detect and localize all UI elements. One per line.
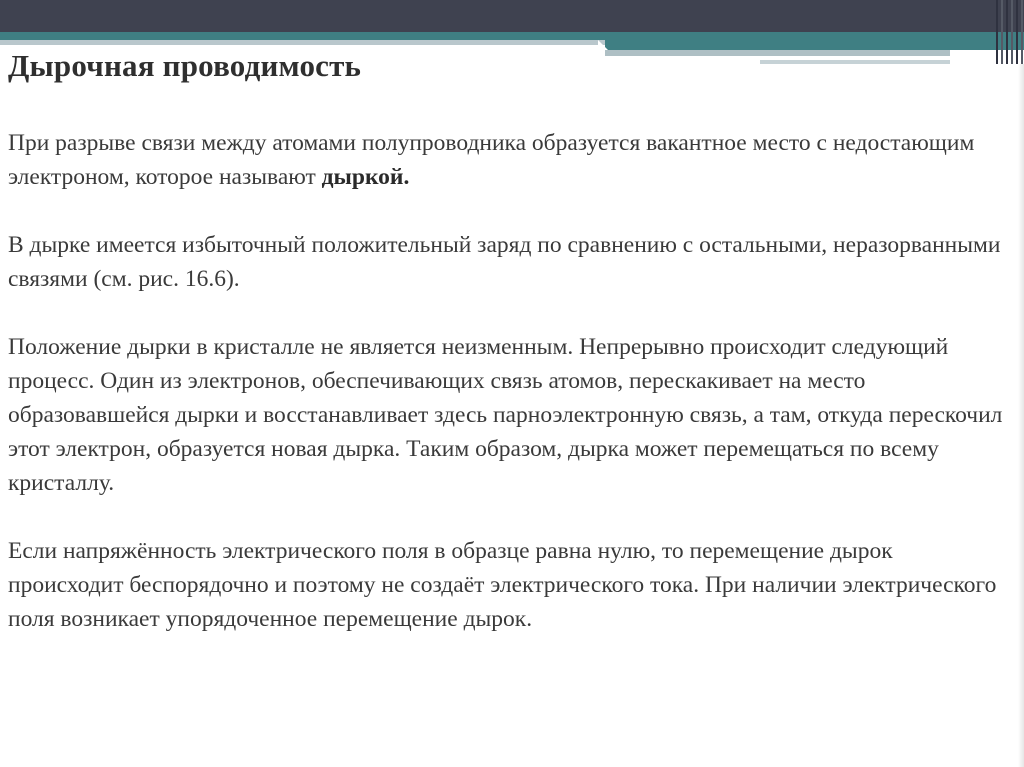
- paragraph: Положение дырки в кристалле не является неизменным. Непрерывно происходит следующий процесс. Один из электронов, обеспечивающих связь атомов, перескакивает на место образовавшейся дырки и восстанавливает здесь парноэлектронную связь, а там, откуда перескочил этот электрон, образуется новая дырка. Таким образом, дырка может перемещаться по всему кристаллу.: [8, 334, 1003, 496]
- decorative-line: [1011, 0, 1013, 64]
- term-highlight: дыркой.: [321, 164, 410, 190]
- paragraph: Если напряжённость электрического поля в образце равна нулю, то перемещение дырок происходит беспорядочно и поэтому не создаёт электрического тока. При наличии электрического поля возникает упорядоченное перемещение дырок.: [8, 538, 997, 632]
- slide-title: Дырочная проводимость: [8, 48, 362, 83]
- header-bar: [0, 0, 1024, 32]
- header-accent-band-right: [605, 32, 1024, 50]
- page-edge-shadow: [1018, 64, 1024, 767]
- header-stripe: [760, 60, 950, 64]
- header-accent-stripe: [0, 40, 605, 45]
- header-stripe: [605, 50, 950, 56]
- decorative-line: [1001, 0, 1003, 64]
- paragraph-text: При разрыве связи между атомами полупроводника образуется вакантное место с недостающим электроном, которое называют: [8, 130, 975, 190]
- decorative-line: [1006, 0, 1008, 64]
- paragraph: [8, 126, 1008, 194]
- header-accent-band: [0, 32, 605, 40]
- paragraph: В дырке имеется избыточный положительный заряд по сравнению с остальными, неразорванными связями (см. рис. 16.6).: [8, 232, 1001, 292]
- decorative-line: [1021, 0, 1023, 64]
- decorative-line: [1016, 0, 1018, 64]
- slide-body: [8, 126, 1008, 670]
- decorative-line: [996, 0, 998, 64]
